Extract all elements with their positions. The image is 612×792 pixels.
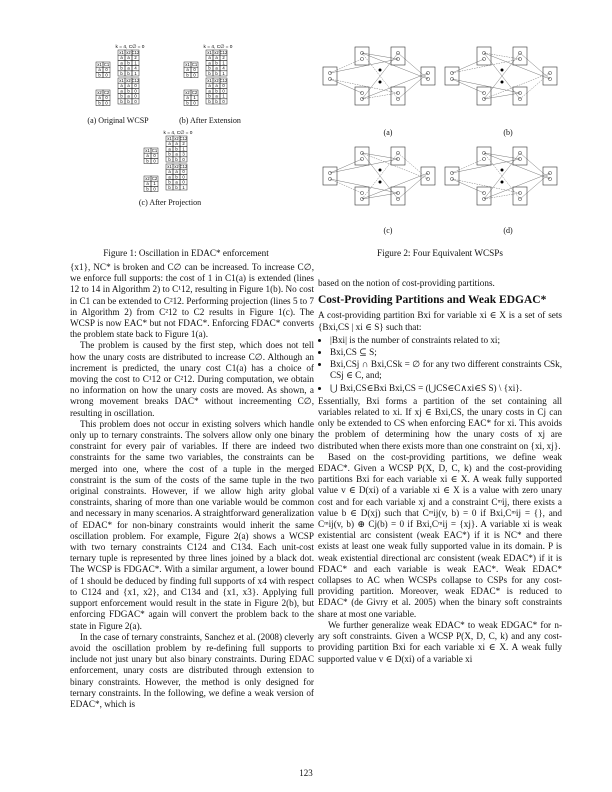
constraint-edge <box>452 179 484 193</box>
table-cell: C12 <box>219 50 228 55</box>
table-cell: b <box>208 70 211 76</box>
figure-1-drawing <box>70 36 314 260</box>
table-cell: b <box>98 100 101 106</box>
table-cell: b <box>186 72 189 78</box>
table-cell: a <box>146 181 149 187</box>
table-cell: C2 <box>191 90 198 95</box>
constraint-edge <box>484 53 520 59</box>
variable-box <box>477 187 491 205</box>
table-cell: 1 <box>222 60 225 66</box>
variable-box <box>323 167 337 185</box>
table-cell: 1 <box>134 60 137 66</box>
table-cell: a <box>215 55 218 61</box>
table-cell: b <box>127 60 130 66</box>
table-cell: x2 <box>174 164 179 169</box>
constraint-edge <box>362 153 398 159</box>
table-cell: x2 <box>126 50 131 55</box>
table-cell: b <box>127 88 130 94</box>
figure-2a-caption: (a) <box>383 128 393 137</box>
figure-2c-caption: (c) <box>383 226 393 235</box>
table-cell: 0 <box>105 72 108 78</box>
table-cell: C12 <box>179 136 188 141</box>
table-cell: 0 <box>105 95 108 101</box>
table-cell: C12 <box>179 164 188 169</box>
variable-box <box>477 47 491 65</box>
variable-box <box>543 167 557 185</box>
variable-box <box>355 147 369 165</box>
constraint-edge <box>330 59 362 73</box>
table-cell: a <box>98 67 101 73</box>
variable-box <box>513 147 527 165</box>
variable-box <box>445 167 459 185</box>
figure-2-drawing <box>318 36 562 276</box>
table-cell: 0 <box>153 186 156 192</box>
table-cell: a <box>146 153 149 159</box>
variable-box <box>477 147 491 165</box>
constraint-edge <box>398 173 428 199</box>
variable-box <box>391 147 405 165</box>
list-item: • ⋃ Bxi,CS∈Bxi Bxi,CS = (⋃CS∈C∧xi∈S S) \ {xi}. <box>330 383 562 394</box>
constraint-edge <box>362 193 398 199</box>
tuple-dot <box>501 69 504 72</box>
table-cell: b <box>175 146 178 152</box>
table-cell: x1 <box>207 50 212 55</box>
page-number: 123 <box>299 768 313 778</box>
table-cell: x2 <box>214 50 219 55</box>
figure-1a-caption: (a) Original WCSP <box>87 116 149 125</box>
table-cell: b <box>208 98 211 104</box>
table-cell: b <box>215 88 218 94</box>
tuple-dot <box>501 81 504 84</box>
table-cell: 1 <box>222 70 225 76</box>
table-cell: a <box>168 141 171 147</box>
table-cell: a <box>127 83 130 89</box>
figure-2 <box>318 36 562 276</box>
k-label: k = 4, C∅ = 0 <box>163 131 193 136</box>
figure-1c-caption: (c) After Projection <box>138 198 202 207</box>
constraint-edge <box>520 173 550 199</box>
table-cell: 4 <box>222 65 225 71</box>
table-cell: b <box>215 60 218 66</box>
variable-box <box>513 187 527 205</box>
table-cell: 1 <box>182 146 185 152</box>
table-cell: b <box>120 98 123 104</box>
table-cell: a <box>120 88 123 94</box>
left-paragraph-1: {x1}, NC* is broken and C∅ can be increased. To increase C∅, we enforce full supports: the cost of 1 in C1(a) is extended (lines 12 to 14 in Algorithm 2) to C¹12, resulting in Figure 1(b). No cost in C1 can be extended to C²12. Performing projection (lines 5 to 7 in Algorithm 2) from C²12 to C2 results in Figure 1(c). The WCSP is now EAC* but not FDAC*. Enforcing FDAC* converts the problem state back to Figure 1(a). <box>70 262 314 340</box>
table-cell: x2 <box>214 78 219 83</box>
variable-box <box>513 47 527 65</box>
variable-box <box>477 87 491 105</box>
table-cell: x2 <box>185 90 190 95</box>
tuple-dot <box>379 169 382 172</box>
left-paragraph-4: In the case of ternary constraints, Sanchez et al. (2008) cleverly avoid the oscillation problem by re-defining full supports to include not just unary but also binary constraints. During EDAC enforcement, unary costs are distributed through extension to binary constraints. However, the method is only designed for ternary constraints. In the following, we define a weak version of EDAC*, which is <box>70 631 314 709</box>
table-cell: 0 <box>182 156 185 162</box>
k-label: k = 4, C∅ = 0 <box>115 45 145 50</box>
table-cell: x2 <box>174 136 179 141</box>
table-cell: b <box>168 151 171 157</box>
constraint-edge <box>452 179 520 193</box>
constraint-edge <box>330 79 362 93</box>
table-cell: 1 <box>153 181 156 187</box>
constraint-edge <box>330 159 362 173</box>
table-cell: 0 <box>193 100 196 106</box>
table-cell: 2 <box>182 141 185 147</box>
table-cell: b <box>215 70 218 76</box>
table-cell: 0 <box>134 93 137 99</box>
left-paragraph-3: This problem does not occur in existing solvers which handle only up to ternary constraints. The solvers allow only one binary constraint for every pair of variables. If there are indeed two constraints for the same two variables, the constraints can be merged into one, where the cost of a tuple in the merged constraint is the sum of the costs of the same tuple in the two original constraints. However, if we allow high arity global constraints, sharing of more than one variable would be common and necessary in many scenarios. A straightforward generalization of EDAC* for non-binary constraints would inherit the same oscillation problem. For example, Figure 2(a) shows a WCSP with two ternary constraints C124 and C134. Each unit-cost ternary tuple is represented by three lines joined by a black dot. The WCSP is FDGAC*. With a similar argument, a lower bound of 1 should be deduced by finding full supports of x4 with respect to C124 and {x1, x2}, and C134 and {x1, x3}. Applying full support enforcement would result in the state in Figure 2(b), but enforcing FDGAC* again will convert the problem back to the state in Figure 2(a). <box>70 418 314 631</box>
variable-box <box>421 67 435 85</box>
table-cell: a <box>208 55 211 61</box>
constraint-edge <box>330 159 398 173</box>
table-cell: a <box>208 88 211 94</box>
table-cell: 0 <box>153 153 156 159</box>
table-cell: 0 <box>182 174 185 180</box>
table-cell: 1 <box>134 70 137 76</box>
table-cell: b <box>146 186 149 192</box>
table-cell: 0 <box>134 83 137 89</box>
list-item: • Bxi,CS ⊆ S; <box>330 347 562 358</box>
constraint-edge <box>398 53 428 79</box>
figure-2-caption: Figure 2: Four Equivalent WCSPs <box>377 248 503 258</box>
table-cell: C1 <box>191 62 198 67</box>
constraint-edge <box>452 159 484 173</box>
table-cell: x1 <box>185 62 190 67</box>
table-cell: a <box>215 65 218 71</box>
variable-box <box>513 87 527 105</box>
table-cell: b <box>98 72 101 78</box>
table-cell: C12 <box>131 78 140 83</box>
figure-1b-caption: (b) After Extension <box>179 116 241 125</box>
table-cell: 2 <box>222 55 225 61</box>
tuple-dot <box>379 69 382 72</box>
variable-box <box>355 87 369 105</box>
constraint-edge <box>520 53 550 79</box>
right-paragraph-2: Essentially, Bxi forms a partition of the set containing all variables related to xi. If xj ∈ Bxi,CS, the unary costs in Cj can only be extended to CS when enforcing EAC* for xi. This avoids the problem of determining how the unary costs of xj are distributed when there exists more than one constraint on {xi, xj}. <box>318 395 562 451</box>
variable-box <box>355 47 369 65</box>
constraint-edge <box>484 193 520 199</box>
table-cell: a <box>120 83 123 89</box>
constraint-edge <box>330 79 398 93</box>
table-cell: a <box>186 95 189 101</box>
table-cell: a <box>120 55 123 61</box>
right-column <box>318 278 562 665</box>
constraint-edge <box>520 153 550 179</box>
constraint-edge <box>362 53 398 59</box>
table-cell: b <box>186 100 189 106</box>
table-cell: a <box>175 141 178 147</box>
table-cell: b <box>127 98 130 104</box>
table-cell: a <box>175 169 178 175</box>
constraint-edge <box>398 153 428 179</box>
table-cell: C1 <box>151 148 158 153</box>
constraint-edge <box>484 93 520 99</box>
table-cell: 0 <box>193 72 196 78</box>
constraint-edge <box>484 153 520 159</box>
table-cell: b <box>120 65 123 71</box>
tuple-dot <box>379 181 382 184</box>
variable-box <box>391 87 405 105</box>
table-cell: 0 <box>153 158 156 164</box>
table-cell: a <box>127 65 130 71</box>
table-cell: 0 <box>182 169 185 175</box>
table-cell: a <box>175 151 178 157</box>
variable-box <box>391 47 405 65</box>
table-cell: a <box>208 60 211 66</box>
constraint-edge <box>452 59 484 73</box>
table-cell: b <box>175 174 178 180</box>
table-cell: C2 <box>103 90 110 95</box>
table-cell: b <box>175 184 178 190</box>
table-cell: x2 <box>126 78 131 83</box>
partition-conditions-list <box>318 335 562 394</box>
table-cell: b <box>120 93 123 99</box>
list-item: • Bxi,CSj ∩ Bxi,CSk = ∅ for any two different constraints CSk, CSj ∈ C, and; <box>330 359 562 381</box>
table-cell: 1 <box>182 184 185 190</box>
variable-box <box>323 67 337 85</box>
figure-1-caption: Figure 1: Oscillation in EDAC* enforcement <box>103 248 269 258</box>
table-cell: 0 <box>105 67 108 73</box>
table-cell: b <box>168 184 171 190</box>
table-cell: 1 <box>193 95 196 101</box>
constraint-edge <box>452 79 484 93</box>
table-cell: b <box>120 70 123 76</box>
table-cell: 0 <box>134 98 137 104</box>
figure-1 <box>70 36 314 260</box>
table-cell: x1 <box>119 50 124 55</box>
right-paragraph-0: based on the notion of cost-providing partitions. <box>318 278 495 288</box>
table-cell: x1 <box>207 78 212 83</box>
table-cell: C12 <box>219 78 228 83</box>
table-cell: 0 <box>222 98 225 104</box>
table-cell: x1 <box>119 78 124 83</box>
table-cell: a <box>127 93 130 99</box>
variable-box <box>391 187 405 205</box>
constraint-edge <box>362 93 398 99</box>
table-cell: a <box>186 67 189 73</box>
table-cell: x1 <box>167 136 172 141</box>
table-cell: x1 <box>167 164 172 169</box>
variable-box <box>421 167 435 185</box>
table-cell: 0 <box>182 179 185 185</box>
table-cell: C2 <box>151 176 158 181</box>
table-cell: a <box>168 169 171 175</box>
variable-box <box>355 187 369 205</box>
tuple-dot <box>379 81 382 84</box>
right-paragraph-4: We further generalize weak EDAC* to weak EDGAC* for n-ary soft constraints. Given a WCSP P(X, D, C, k) and any cost-providing partition Bxi for each variable xi ∈ X. A weak fully supported value v ∈ D(xi) of a variable xi <box>318 619 562 664</box>
variable-box <box>445 67 459 85</box>
table-cell: a <box>98 95 101 101</box>
table-cell: 4 <box>134 65 137 71</box>
table-cell: b <box>215 98 218 104</box>
constraint-edge <box>330 179 362 193</box>
table-cell: x1 <box>97 62 102 67</box>
table-cell: x1 <box>145 148 150 153</box>
section-heading: Cost-Providing Partitions and Weak EDGAC* <box>318 294 547 307</box>
table-cell: x2 <box>145 176 150 181</box>
right-paragraph-3: Based on the cost-providing partitions, we define weak EDAC*. Given a WCSP P(X, D, C, k) and the cost-providing partitions Bxi for each variable xi ∈ X. A weak fully supported value v ∈ D(xi) of a variable xi ∈ X is a value with zero unary cost and for each variable xj and a constraint Cᵐij, there exists a value b ∈ D(xj) such that Cᵐij(v, b) = 0 if Bxi,Cᵐij = {}, and Cᵐij(v, b) ⊕ Cj(b) = 0 if Bxi,Cᵐij = {xj}. A variable xi is weak existential arc consistent (weak EAC*) if it is NC* and there exists at least one weak fully supported value in its domain. P is weak existential directional arc consistent (weak EDAC*) if it is FDAC* and each variable is weak EAC*. Weak EDAC* collapses to AC when WCSPs collapse to CSPs for any cost-providing partition. Moreover, weak EDAC* is reduced to EDAC* (de Givry et al. 2005) when the binary soft constraints share at most one variable. <box>318 451 562 619</box>
table-cell: b <box>127 70 130 76</box>
tuple-dot <box>501 181 504 184</box>
table-cell: b <box>146 158 149 164</box>
k-label: k = 4, C∅ = 0 <box>203 45 233 50</box>
table-cell: a <box>168 174 171 180</box>
constraint-edge <box>398 73 428 99</box>
table-cell: 1 <box>222 93 225 99</box>
constraint-edge <box>520 73 550 99</box>
left-column <box>70 262 314 710</box>
left-paragraph-2: The problem is caused by the first step, which does not tell how the unary costs are distributed to increase C∅. Although an increment is predicted, the unary cost C1(a) has a choice of moving the cost to C¹12 or C²12. During computation, we obtain no information on how the unary costs are moved. As shown, a wrong movement breaks DAC* without increementing C∅, resulting in oscillation. <box>70 340 314 418</box>
table-cell: b <box>208 65 211 71</box>
table-cell: a <box>127 55 130 61</box>
table-cell: 0 <box>134 88 137 94</box>
table-cell: a <box>215 83 218 89</box>
table-cell: 2 <box>134 55 137 61</box>
table-cell: 0 <box>222 83 225 89</box>
tuple-dot <box>501 169 504 172</box>
variable-box <box>543 67 557 85</box>
table-cell: 0 <box>222 88 225 94</box>
figure-2d-caption: (d) <box>503 226 513 235</box>
table-cell: 0 <box>105 100 108 106</box>
table-cell: b <box>175 156 178 162</box>
table-cell: a <box>208 83 211 89</box>
table-cell: C1 <box>103 62 110 67</box>
list-item: • |Bxi| is the number of constraints related to xi; <box>330 335 562 346</box>
table-cell: a <box>120 60 123 66</box>
table-cell: a <box>168 146 171 152</box>
table-cell: a <box>175 179 178 185</box>
table-cell: b <box>168 156 171 162</box>
table-cell: 0 <box>193 67 196 73</box>
table-cell: b <box>168 179 171 185</box>
table-cell: a <box>215 93 218 99</box>
table-cell: x2 <box>97 90 102 95</box>
figure-2b-caption: (b) <box>503 128 513 137</box>
right-paragraph-1: A cost-providing partition Bxi for variable xi ∈ X is a set of sets {Bxi,CS | xi ∈ S} such that: <box>318 310 562 332</box>
table-cell: b <box>208 93 211 99</box>
table-cell: 3 <box>182 151 185 157</box>
table-cell: C12 <box>131 50 140 55</box>
